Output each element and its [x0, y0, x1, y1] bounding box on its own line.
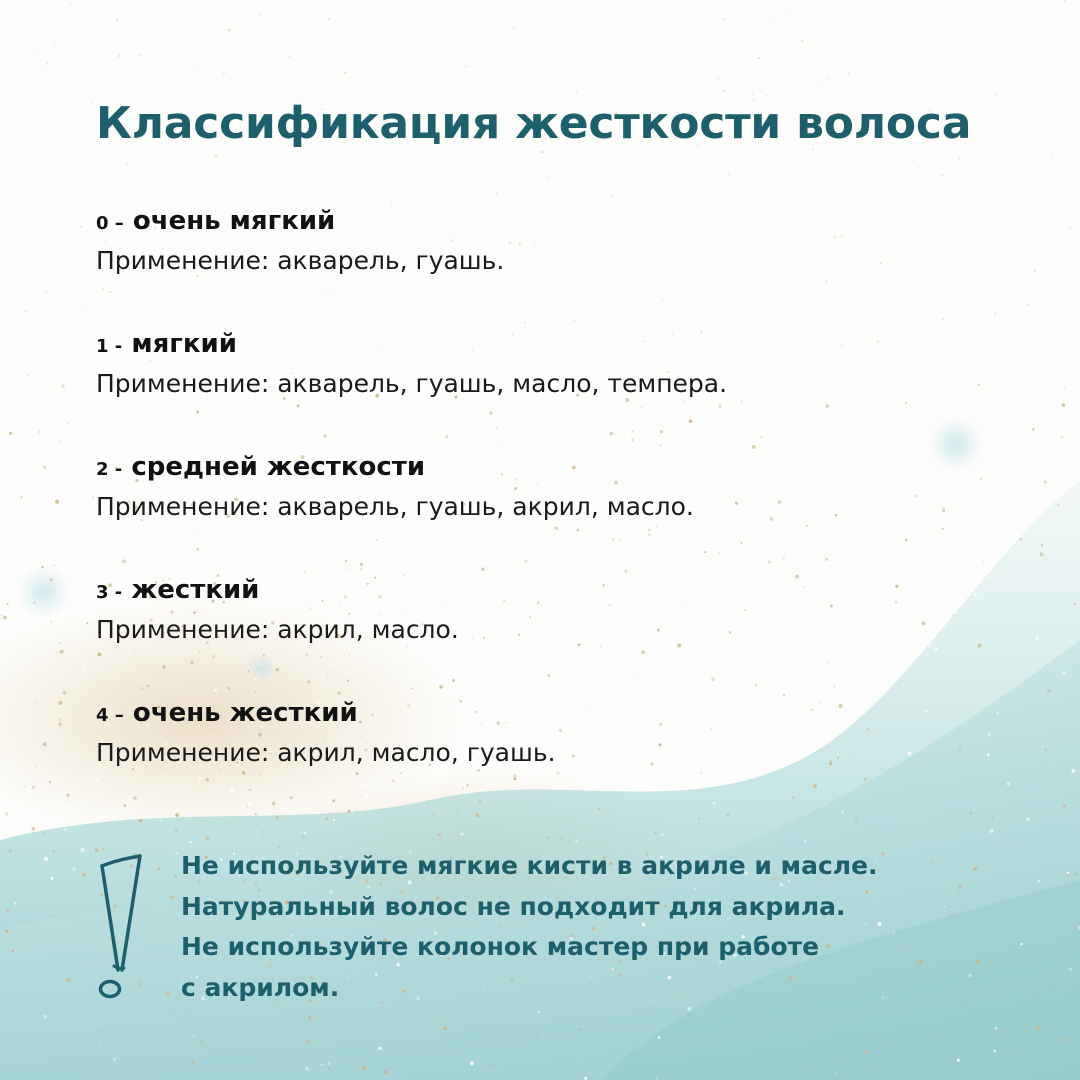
hardness-item-3	[96, 573, 459, 650]
warning-note-line: Натуральный волос не подходит для акрила.	[181, 891, 846, 921]
hardness-level-usage: Применение: акварель, гуашь.	[96, 246, 505, 275]
hardness-item-1	[96, 327, 727, 404]
hardness-item-4	[96, 696, 556, 773]
warning-note-line: с акрилом.	[181, 972, 340, 1002]
hardness-level-usage: Применение: акрил, масло, гуашь.	[96, 738, 556, 767]
exclamation-mark-icon	[92, 852, 152, 1004]
hardness-level-heading	[96, 696, 556, 733]
hardness-level-number: 3 -	[96, 582, 123, 603]
hardness-level-number: 2 -	[96, 459, 123, 480]
hardness-level-heading	[96, 573, 459, 610]
hardness-level-name: средней жесткости	[131, 452, 426, 482]
warning-note-line: Не используйте мягкие кисти в акриле и масле.	[181, 851, 878, 880]
hardness-level-usage: Применение: акварель, гуашь, акрил, масло.	[96, 492, 694, 521]
hardness-item-2	[96, 450, 694, 527]
hardness-item-0	[96, 204, 504, 281]
page-title: Классификация жесткости волоса	[96, 98, 972, 149]
warning-note-line: Не используйте колонок мастер при работе	[181, 932, 820, 961]
hardness-level-number: 4 –	[96, 705, 124, 726]
hardness-level-name: мягкий	[131, 329, 237, 359]
hardness-level-usage: Применение: акрил, масло.	[96, 615, 459, 644]
hardness-level-number: 1 -	[96, 336, 123, 357]
hardness-level-heading	[96, 450, 694, 487]
hardness-level-name: жесткий	[131, 575, 260, 605]
hardness-level-name: очень мягкий	[132, 206, 336, 236]
hardness-level-heading	[96, 327, 727, 364]
hardness-level-heading	[96, 204, 504, 241]
hardness-level-number: 0 –	[96, 213, 124, 234]
warning-note	[181, 846, 878, 1008]
hardness-level-usage: Применение: акварель, гуашь, масло, темпера.	[96, 369, 728, 398]
hardness-level-name: очень жесткий	[132, 698, 358, 728]
